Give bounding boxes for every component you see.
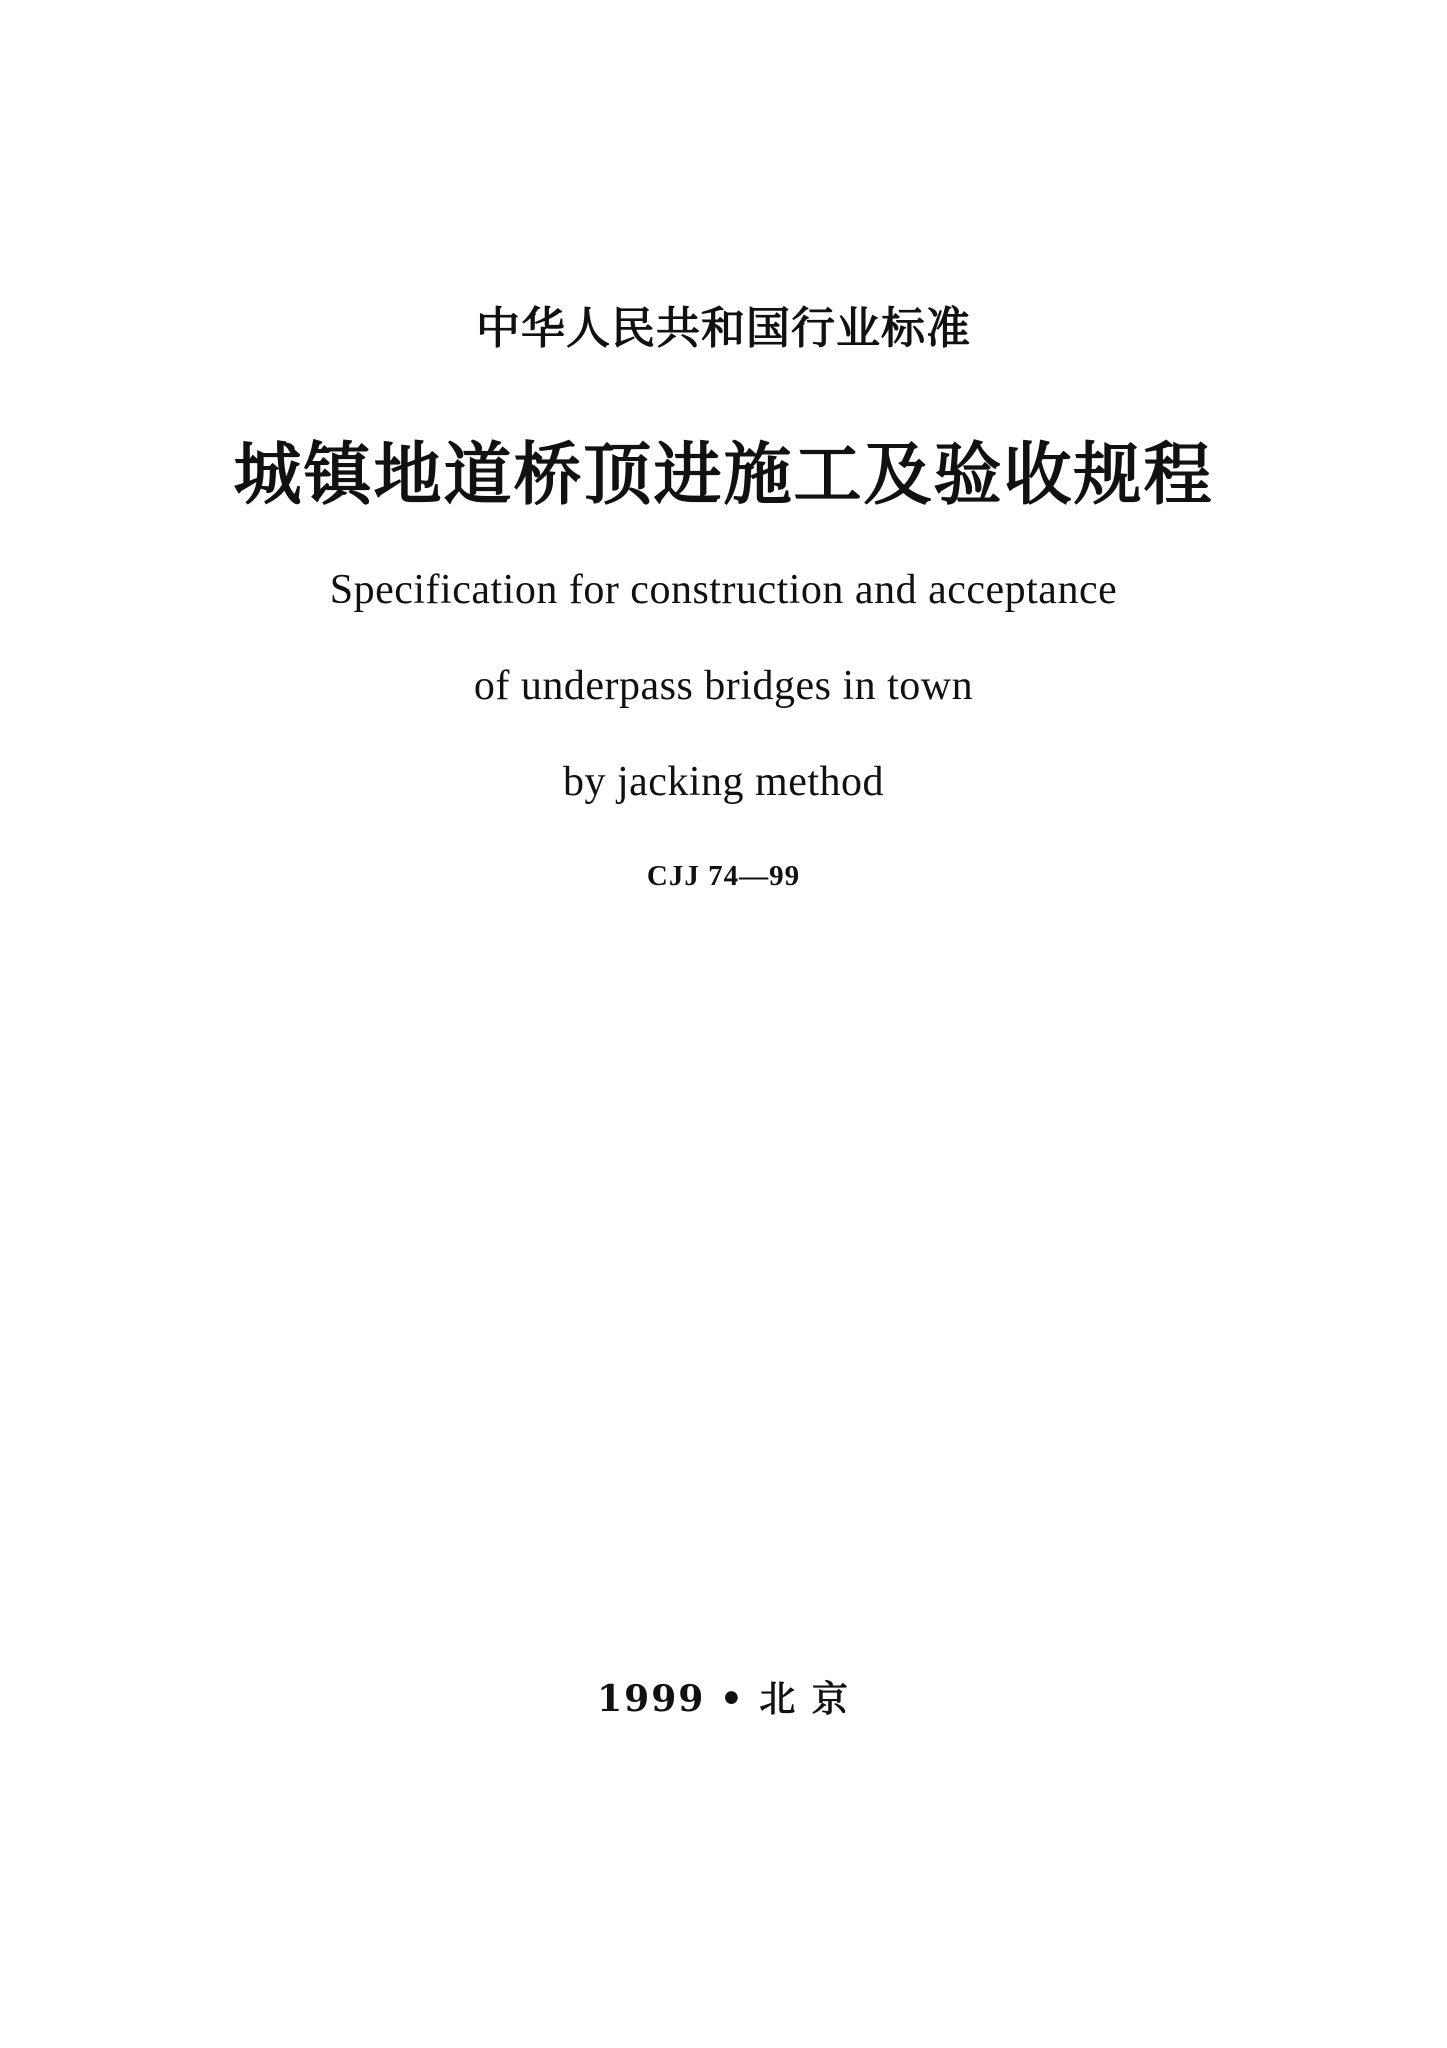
english-title-line-3: by jacking method	[562, 759, 885, 805]
publication-imprint: 1999 • 北 京	[597, 1678, 850, 1720]
standard-code: CJJ 74—99	[646, 860, 801, 892]
chinese-title: 城镇地道桥顶进施工及验收规程	[233, 435, 1214, 515]
english-title-line-1: Specification for construction and acceptance	[329, 567, 1118, 613]
english-title-line-2: of underpass bridges in town	[473, 663, 974, 709]
standard-type-heading: 中华人民共和国行业标准	[476, 303, 971, 354]
